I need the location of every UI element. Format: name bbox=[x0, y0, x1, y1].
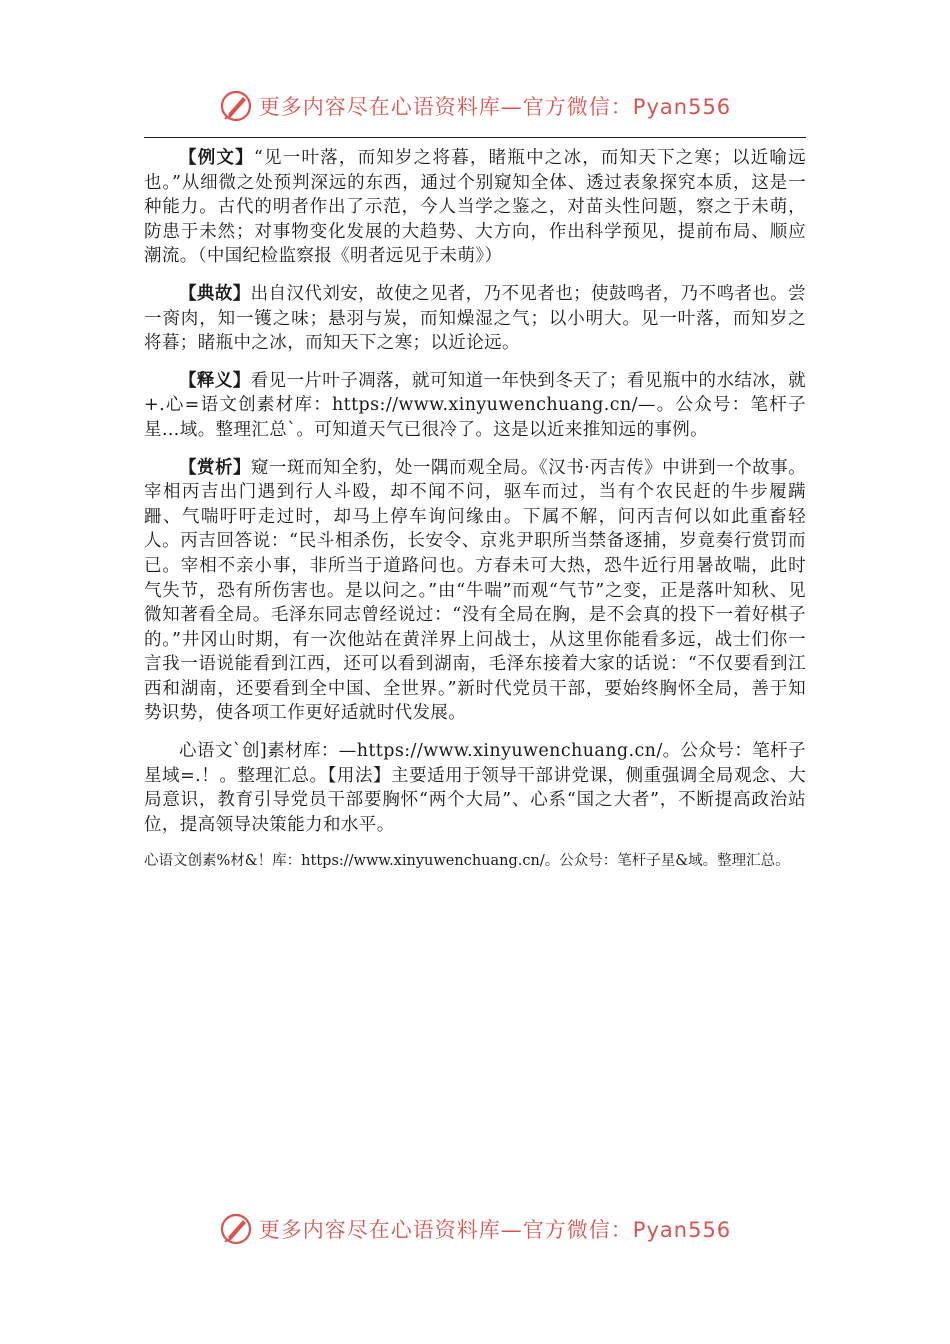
section-tag-appreciation: 【赏析】 bbox=[179, 457, 251, 478]
paragraph-text: 窥一斑而知全豹，处一隅而观全局。《汉书·丙吉传》中讲到一个故事。宰相丙吉出门遇到行人斗殴，却不闻不问，驱车而过，当有个农民赶的牛步履蹒跚、气喘吁吁走过时，却马上停车询问缘由。下属不解，问丙吉何以如此重畜轻人。丙吉回答说：“民斗相杀伤，长安令、京兆尹职所当禁备逐捕，岁竟奏行赏罚而已。宰相不亲小事，非所当于道路问也。方春未可大热，恐牛近行用暑故喘，此时气失节，恐有所伤害也。是以问之。”由“牛喘”而观“气节”之变，正是落叶知秋、见微知著看全局。毛泽东同志曾经说过：“没有全局在胸，是不会真的投下一着好棋子的。”井冈山时期，有一次他站在黄洋界上问战士，从这里你能看多远，战士们你一言我一语说能看到江西，还可以看到湖南，毛泽东接着大家的话说：“不仅要看到江西和湖南，还要看到全中国、全世界。”新时代党员干部，要始终胸怀全局，善于知势识势，使各项工作更好适就时代发展。 bbox=[144, 457, 806, 724]
section-tag-example: 【例文】 bbox=[179, 148, 254, 168]
paragraph-text: 出自汉代刘安，故使之见者，乃不见者也；使鼓鸣者，乃不鸣者也。尝一脔肉，知一镬之味；悬羽与炭，而知燥湿之气；以小明大。见一叶落，而知岁之将暮；睹瓶中之冰，而知天下之寒；以近论远。 bbox=[144, 283, 806, 354]
paragraph-text: 看见一片叶子凋落，就可知道一年快到冬天了；看见瓶中的水结冰，就+.心=语文创素材库：https://www.xinyuwenchuang.cn/—。公众号：笔杆子星…域。整理汇总`。可知道天气已很冷了。这是以近来推知远的事例。 bbox=[144, 370, 806, 440]
pen-circle-logo-icon bbox=[219, 89, 253, 123]
header-banner bbox=[0, 86, 950, 126]
section-tag-meaning: 【释义】 bbox=[179, 370, 251, 391]
paragraph-usage bbox=[144, 739, 806, 837]
footer-banner bbox=[0, 1209, 950, 1249]
section-tag-allusion: 【典故】 bbox=[179, 283, 251, 304]
paragraph-text: “见一叶落，而知岁之将暮，睹瓶中之冰，而知天下之寒；以近喻远也。”从细微之处预判深远的东西，通过个别窥知全体、透过表象探究本质，这是一种能力。古代的明者作出了示范，今人当学之鉴之，对苗头性问题，察之于未萌，防患于未然；对事物变化发展的大趋势、大方向，作出科学预见，提前布局、顺应潮流。（中国纪检监察报《明者远见于未萌》） bbox=[144, 148, 806, 267]
footnote-text: 心语文创素%材&！库：https://www.xinyuwenchuang.cn/。公众号：笔杆子星&域。整理汇总。 bbox=[144, 853, 790, 870]
paragraph-text: 心语文`创]素材库：—https://www.xinyuwenchuang.cn/。公众号：笔杆子星域=.！。整理汇总。【用法】主要适用于领导干部讲党课，侧重强调全局观念、大局意识，教育引导党员干部要胸怀“两个大局”、心系“国之大者”，不断提高政治站位，提高领导决策能力和水平。 bbox=[144, 741, 806, 835]
paragraph-meaning bbox=[144, 369, 806, 443]
footer-banner-text: 更多内容尽在心语资料库—官方微信：Pyan556 bbox=[258, 1218, 732, 1242]
header-divider bbox=[144, 137, 806, 138]
paragraph-example bbox=[144, 146, 806, 269]
document-body bbox=[144, 146, 806, 872]
header-banner-text: 更多内容尽在心语资料库—官方微信：Pyan556 bbox=[258, 95, 732, 119]
paragraph-allusion bbox=[144, 282, 806, 356]
pen-circle-logo-icon bbox=[219, 1212, 253, 1246]
paragraph-appreciation bbox=[144, 456, 806, 727]
